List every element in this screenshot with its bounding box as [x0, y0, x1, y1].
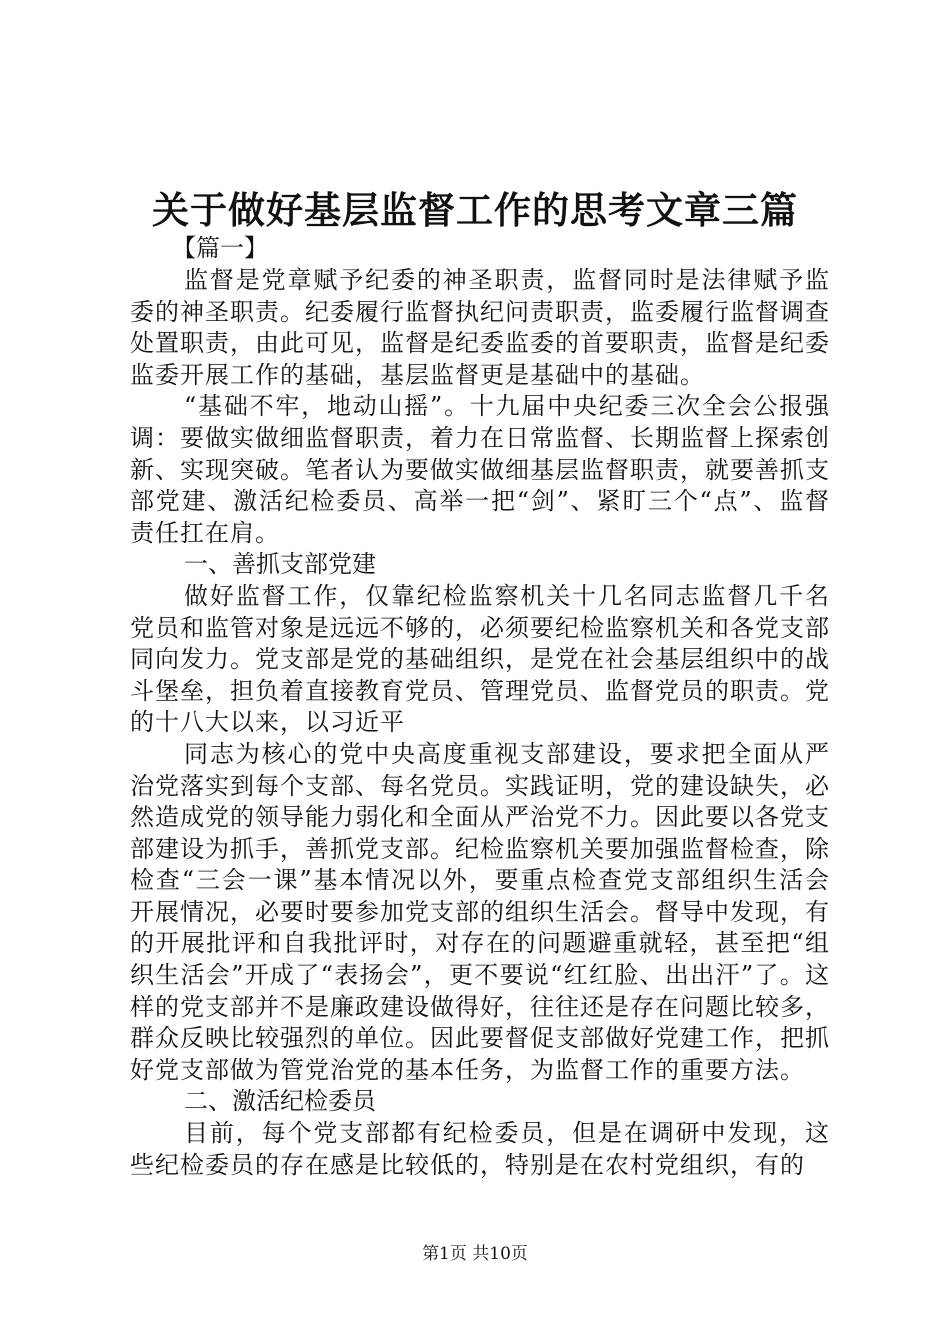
paragraph: 监督是党章赋予纪委的神圣职责，监督同时是法律赋予监委的神圣职责。纪委履行监督执纪问责职责，监委履行监督调查处置职责，由此可见，监督是纪委监委的首要职责，监督是纪委监委开展工作的基础，基层监督更是基础中的基础。: [130, 266, 830, 389]
paragraph: 做好监督工作，仅靠纪检监察机关十几名同志监督几千名党员和监管对象是远远不够的，必须要纪检监察机关和各党支部同向发力。党支部是党的基础组织，是党在社会基层组织中的战斗堡垒，担负着直接教育党员、管理党员、监督党员的职责。党的十八大以来，以习近平: [130, 581, 830, 737]
document-body: [130, 232, 830, 1181]
section-label: 【篇一】: [172, 234, 268, 262]
document-title: 关于做好基层监督工作的思考文章三篇: [152, 188, 798, 232]
paragraph: 目前，每个党支部都有纪检委员，但是在调研中发现，这些纪检委员的存在感是比较低的，特别是在农村党组织，有的: [130, 1119, 830, 1179]
section-heading: 一、善抓支部党建: [184, 550, 376, 579]
paragraph: 同志为核心的党中央高度重视支部建设，要求把全面从严治党落实到每个支部、每名党员。实践证明，党的建设缺失，必然造成党的领导能力弱化和全面从严治党不力。因此要以各党支部建设为抓手，善抓党支部。纪检监察机关要加强监督检查，除检查“三会一课”基本情况以外，要重点检查党支部组织生活会开展情况，必要时要参加党支部的组织生活会。督导中发现，有的开展批评和自我批评时，对存在的问题避重就轻，甚至把“组织生活会”开成了“表扬会”，更不要说“红红脸、出出汗”了。这样的党支部并不是廉政建设做得好，往往还是存在问题比较多，群众反映比较强烈的单位。因此要督促支部做好党建工作，把抓好党支部做为管党治党的基本任务，为监督工作的重要方法。: [130, 739, 830, 1084]
section-heading: 二、激活纪检委员: [184, 1087, 376, 1116]
paragraph: “基础不牢，地动山摇”。十九届中央纪委三次全会公报强调：要做实做细监督职责，着力在日常监督、长期监督上探索创新、实现突破。笔者认为要做实做细基层监督职责，就要善抓支部党建、激活纪检委员、高举一把“剑”、紧盯三个“点”、监督责任扛在肩。: [130, 392, 830, 547]
page-indicator: 第1页 共10页: [422, 1244, 528, 1264]
